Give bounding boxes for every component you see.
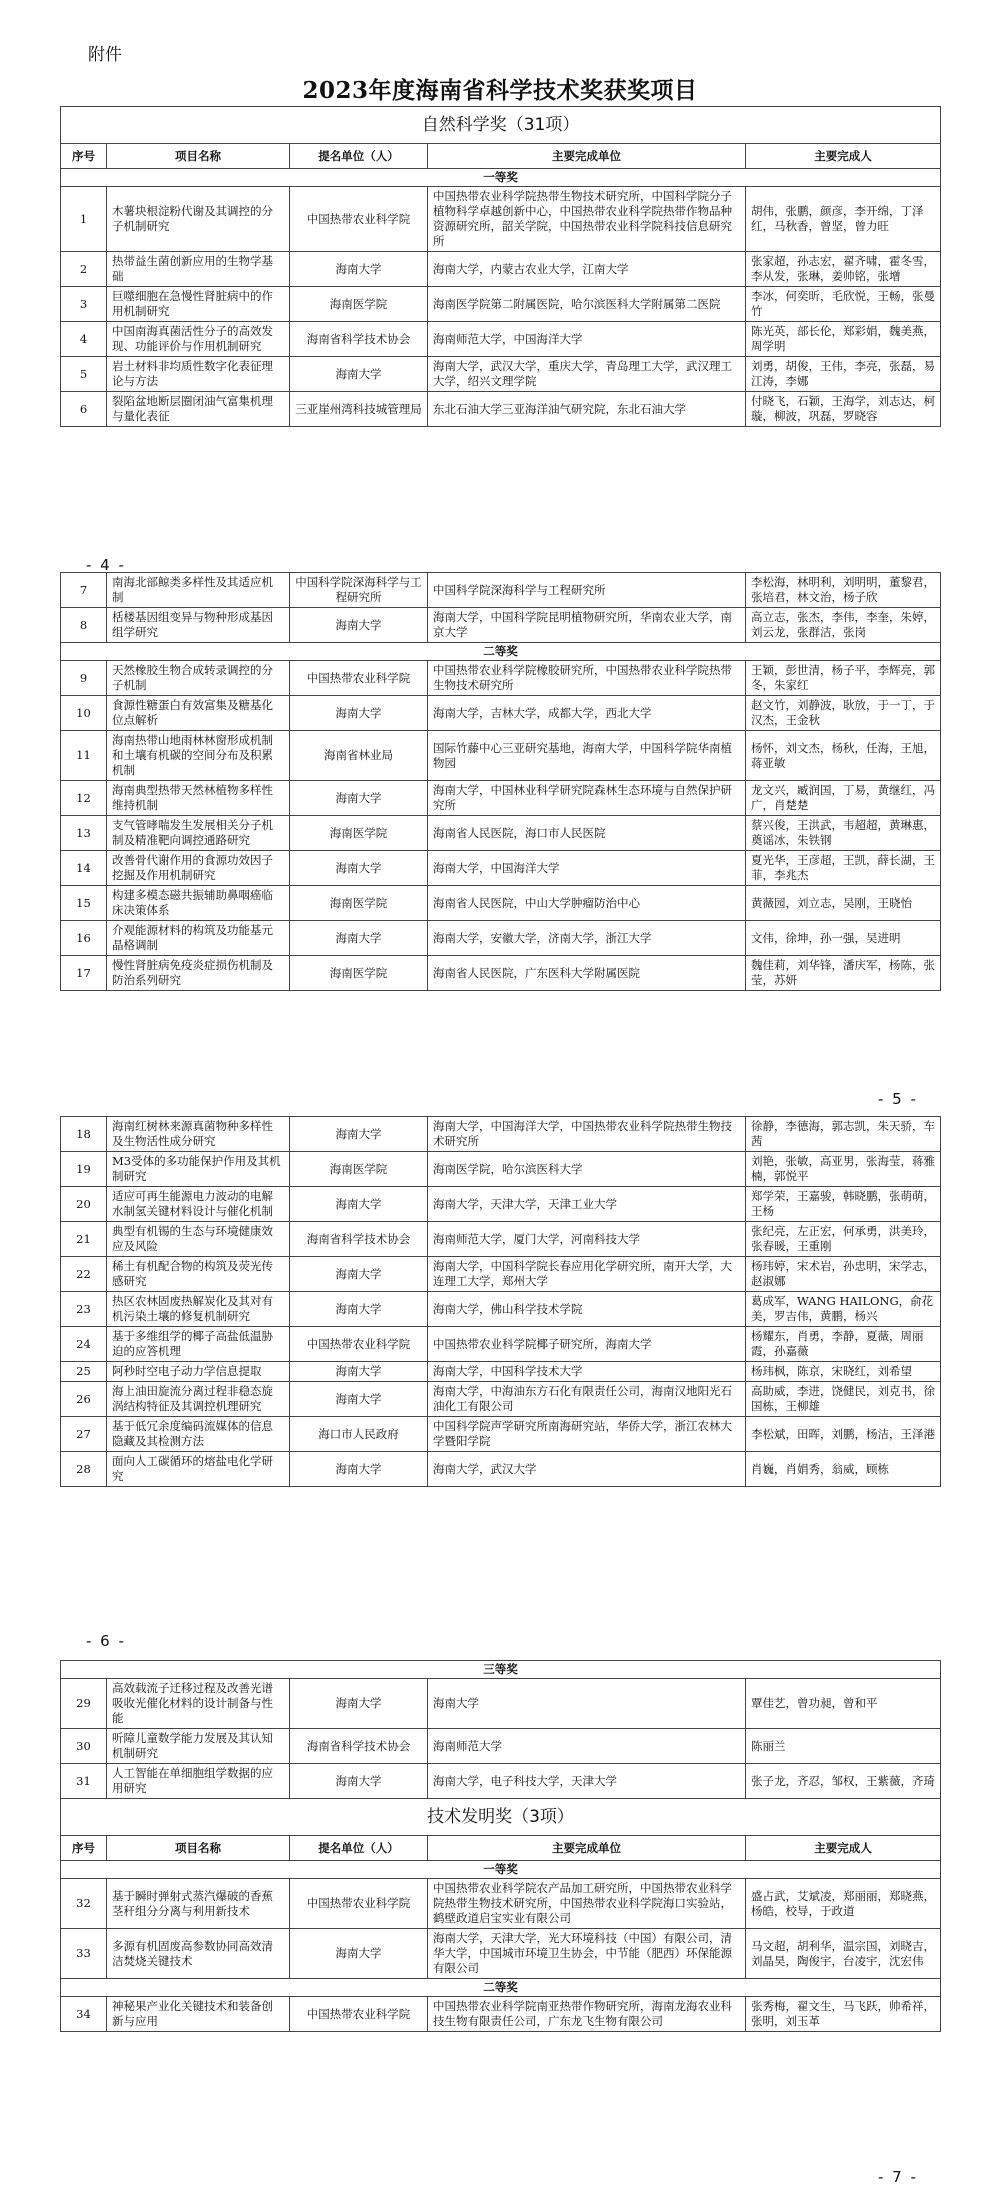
completing-units: 海南大学，中国海洋大学，中国热带农业科学院热带生物技术研究所 <box>428 1117 746 1152</box>
award-number: 30 <box>61 1729 107 1764</box>
award-number: 21 <box>61 1222 107 1257</box>
completing-people: 杨玮婷，宋术岩，孙忠明，宋学志，赵淑娜 <box>746 1257 941 1292</box>
header-people: 主要完成人 <box>746 144 941 169</box>
award-number: 4 <box>61 322 107 357</box>
award-number: 11 <box>61 731 107 781</box>
project-name: 栝楼基因组变异与物种形成基因组学研究 <box>107 608 290 643</box>
award-number: 23 <box>61 1292 107 1327</box>
nominating-unit: 海南大学 <box>290 1187 428 1222</box>
award-number: 33 <box>61 1929 107 1979</box>
award-row <box>61 187 941 252</box>
award-row <box>61 696 941 731</box>
award-row <box>61 1152 941 1187</box>
project-name: 多源有机固废高参数协同高效清洁焚烧关键技术 <box>107 1929 290 1979</box>
nominating-unit: 中国科学院深海科学与工程研究所 <box>290 573 428 608</box>
project-name: 人工智能在单细胞组学数据的应用研究 <box>107 1764 290 1799</box>
completing-units: 海南大学，电子科技大学，天津大学 <box>428 1764 746 1799</box>
completing-units: 国际竹藤中心三亚研究基地，海南大学，中国科学院华南植物园 <box>428 731 746 781</box>
nominating-unit: 海南大学 <box>290 1764 428 1799</box>
completing-units: 中国热带农业科学院橡胶研究所，中国热带农业科学院热带生物技术研究所 <box>428 661 746 696</box>
nominating-unit: 海南省科学技术协会 <box>290 1729 428 1764</box>
awards-table-page-7 <box>60 1660 941 2032</box>
completing-people: 盛占武，艾斌凌，郑丽丽，郑晓燕，杨皓，校导，于政道 <box>746 1879 941 1929</box>
award-row <box>61 1929 941 1979</box>
nominating-unit: 海南大学 <box>290 781 428 816</box>
header-units: 主要完成单位 <box>428 144 746 169</box>
completing-people: 付晓飞，石颖，王海学，刘志达，柯璇，柳波，巩磊，罗晓容 <box>746 392 941 427</box>
nominating-unit: 海南省科学技术协会 <box>290 1222 428 1257</box>
project-name: 海南典型热带天然林植物多样性维持机制 <box>107 781 290 816</box>
section-title: 自然科学奖（31项） <box>61 107 941 144</box>
nominating-unit: 中国热带农业科学院 <box>290 1879 428 1929</box>
project-name: 高效载流子迁移过程及改善光谱吸收光催化材料的设计制备与性能 <box>107 1679 290 1729</box>
section-row-natural-science <box>61 107 941 144</box>
nominating-unit: 中国热带农业科学院 <box>290 1327 428 1362</box>
nominating-unit: 海南大学 <box>290 1362 428 1382</box>
nominating-unit: 海南医学院 <box>290 956 428 991</box>
award-row <box>61 1417 941 1452</box>
project-name: 热区农林固废热解炭化及其对有机污染土壤的修复机制研究 <box>107 1292 290 1327</box>
award-number: 28 <box>61 1452 107 1487</box>
tier-row-third <box>61 1661 941 1679</box>
nominating-unit: 海南大学 <box>290 1929 428 1979</box>
completing-units: 中国科学院深海科学与工程研究所 <box>428 573 746 608</box>
nominating-unit: 中国热带农业科学院 <box>290 661 428 696</box>
tier-row-first <box>61 1861 941 1879</box>
award-number: 25 <box>61 1362 107 1382</box>
completing-people: 文伟，徐坤，孙一强，吴进明 <box>746 921 941 956</box>
completing-units: 海南师范大学 <box>428 1729 746 1764</box>
project-name: 适应可再生能源电力波动的电解水制氢关键材料设计与催化机制 <box>107 1187 290 1222</box>
award-row <box>61 392 941 427</box>
completing-units: 海南省人民医院，中山大学肿瘤防治中心 <box>428 886 746 921</box>
award-number: 17 <box>61 956 107 991</box>
completing-units: 海南大学，中国科学院长春应用化学研究所，南开大学，大连理工大学，郑州大学 <box>428 1257 746 1292</box>
award-row <box>61 1997 941 2032</box>
completing-units: 海南省人民医院，海口市人民医院 <box>428 816 746 851</box>
attachment-label: 附件 <box>88 45 122 65</box>
award-number: 19 <box>61 1152 107 1187</box>
completing-units: 海南大学，中国科学院昆明植物研究所，华南农业大学，南京大学 <box>428 608 746 643</box>
project-name: 热带益生菌创新应用的生物学基础 <box>107 252 290 287</box>
document-title: 2023年度海南省科学技术奖获奖项目 <box>302 77 698 104</box>
award-number: 3 <box>61 287 107 322</box>
award-row <box>61 1764 941 1799</box>
header-name: 项目名称 <box>107 1836 290 1861</box>
page-number: - 4 - <box>86 556 126 574</box>
award-number: 10 <box>61 696 107 731</box>
project-name: 巨噬细胞在急慢性肾脏病中的作用机制研究 <box>107 287 290 322</box>
nominating-unit: 海南大学 <box>290 851 428 886</box>
completing-people: 张子龙，齐忍，邹权，王紫薇，齐琦 <box>746 1764 941 1799</box>
completing-people: 蔡兴俊，王洪武，韦超超，黄琳惠，奠谣冰，朱铁钢 <box>746 816 941 851</box>
nominating-unit: 海南医学院 <box>290 886 428 921</box>
completing-people: 马文超，胡利华，温宗国，刘晓吉，刘晶昊，陶俊宇，台凌宇，沈宏伟 <box>746 1929 941 1979</box>
project-name: 支气管哮喘发生发展相关分子机制及精准靶向调控通路研究 <box>107 816 290 851</box>
tier-label: 三等奖 <box>61 1661 941 1679</box>
completing-people: 魏佳莉，刘华锋，潘庆军，杨陈，张莹，苏妍 <box>746 956 941 991</box>
nominating-unit: 三亚崖州湾科技城管理局 <box>290 392 428 427</box>
completing-units: 中国科学院声学研究所南海研究站，华侨大学，浙江农林大学暨阳学院 <box>428 1417 746 1452</box>
nominating-unit: 海南医学院 <box>290 287 428 322</box>
completing-units: 中国热带农业科学院农产品加工研究所，中国热带农业科学院热带生物技术研究所，中国热带农业科学院海口实验站，鹤壁政道启宝实业有限公司 <box>428 1879 746 1929</box>
project-name: 介观能源材料的构筑及功能基元晶格调制 <box>107 921 290 956</box>
completing-people: 杨怀，刘文杰，杨秋，任海，王旭，蒋亚敏 <box>746 731 941 781</box>
award-row <box>61 816 941 851</box>
award-row <box>61 1327 941 1362</box>
award-row <box>61 1257 941 1292</box>
header-no: 序号 <box>61 144 107 169</box>
completing-units: 海南大学，佛山科学技术学院 <box>428 1292 746 1327</box>
completing-people: 赵文竹，刘静波，耿放，于一丁，于汉杰，王金秋 <box>746 696 941 731</box>
award-row <box>61 1187 941 1222</box>
tier-label: 二等奖 <box>61 643 941 661</box>
awards-table-page-5 <box>60 572 941 991</box>
award-number: 13 <box>61 816 107 851</box>
page-number: - 7 - <box>878 2168 918 2186</box>
completing-units: 中国热带农业科学院南亚热带作物研究所，海南龙海农业科技生物有限责任公司，广东龙飞生物有限公司 <box>428 1997 746 2032</box>
completing-people: 王颖，彭世清，杨子平，李辉亮，郭冬，朱家红 <box>746 661 941 696</box>
completing-units: 海南大学，天津大学，天津工业大学 <box>428 1187 746 1222</box>
award-row <box>61 287 941 322</box>
completing-units: 海南省人民医院，广东医科大学附属医院 <box>428 956 746 991</box>
award-row <box>61 781 941 816</box>
project-name: 南海北部鲸类多样性及其适应机制 <box>107 573 290 608</box>
nominating-unit: 海南省科学技术协会 <box>290 322 428 357</box>
nominating-unit: 海南医学院 <box>290 1152 428 1187</box>
completing-people: 夏光华，王彦超，王凯，薛长湖，王菲，李兆杰 <box>746 851 941 886</box>
award-row <box>61 1679 941 1729</box>
project-name: 改善骨代谢作用的食源功效因子挖掘及作用机制研究 <box>107 851 290 886</box>
completing-people: 高助威，李进，饶健民，刘克书，徐国栋，王柳雄 <box>746 1382 941 1417</box>
award-row <box>61 1362 941 1382</box>
nominating-unit: 中国热带农业科学院 <box>290 1997 428 2032</box>
nominating-unit: 海南大学 <box>290 1117 428 1152</box>
award-number: 18 <box>61 1117 107 1152</box>
project-name: 基于瞬时弹射式蒸汽爆破的香蕉茎秆组分分离与利用新技术 <box>107 1879 290 1929</box>
completing-units: 海南大学，内蒙古农业大学，江南大学 <box>428 252 746 287</box>
award-row <box>61 322 941 357</box>
project-name: 木薯块根淀粉代谢及其调控的分子机制研究 <box>107 187 290 252</box>
tier-row-second <box>61 643 941 661</box>
award-row <box>61 357 941 392</box>
completing-units: 海南大学，武汉大学，重庆大学，青岛理工大学，武汉理工大学，绍兴文理学院 <box>428 357 746 392</box>
tier-row-second <box>61 1979 941 1997</box>
award-row <box>61 1382 941 1417</box>
award-row <box>61 573 941 608</box>
completing-units: 海南大学 <box>428 1679 746 1729</box>
completing-units: 海南大学，天津大学，光大环境科技（中国）有限公司，清华大学，中国城市环境卫生协会，中节能（肥西）环保能源有限公司 <box>428 1929 746 1979</box>
completing-people: 张纪亮，左正宏，何承勇，洪美玲，张春暖，王重刚 <box>746 1222 941 1257</box>
header-no: 序号 <box>61 1836 107 1861</box>
award-row <box>61 608 941 643</box>
award-number: 6 <box>61 392 107 427</box>
award-row <box>61 921 941 956</box>
nominating-unit: 海南大学 <box>290 1292 428 1327</box>
award-row <box>61 1729 941 1764</box>
tier-label: 二等奖 <box>61 1979 941 1997</box>
nominating-unit: 海南大学 <box>290 357 428 392</box>
project-name: 天然橡胶生物合成转录调控的分子机制 <box>107 661 290 696</box>
completing-people: 陈丽兰 <box>746 1729 941 1764</box>
project-name: 海南热带山地雨林林窗形成机制和土壤有机碳的空间分布及积累机制 <box>107 731 290 781</box>
section-title: 技术发明奖（3项） <box>61 1799 941 1836</box>
header-name: 项目名称 <box>107 144 290 169</box>
award-number: 24 <box>61 1327 107 1362</box>
award-row <box>61 956 941 991</box>
project-name: 神秘果产业化关键技术和装备创新与应用 <box>107 1997 290 2032</box>
completing-units: 海南大学，武汉大学 <box>428 1452 746 1487</box>
completing-people: 李冰，何奕昕，毛欣悦，王畅，张曼竹 <box>746 287 941 322</box>
tier-label: 一等奖 <box>61 1861 941 1879</box>
completing-units: 海南大学，安徽大学，济南大学，浙江大学 <box>428 921 746 956</box>
completing-people: 刘艳，张敏，高亚男，张海莹，蒋雅楠，郭悦平 <box>746 1152 941 1187</box>
nominating-unit: 海南大学 <box>290 1382 428 1417</box>
completing-units: 海南大学，中国科学技术大学 <box>428 1362 746 1382</box>
completing-people: 李松斌，田晖，刘鹏，杨洁，王泽港 <box>746 1417 941 1452</box>
completing-units: 海南医学院，哈尔滨医科大学 <box>428 1152 746 1187</box>
completing-people: 葛成军，WANG HAILONG，俞花美，罗吉伟，黄鹏，杨兴 <box>746 1292 941 1327</box>
award-number: 29 <box>61 1679 107 1729</box>
completing-units: 海南大学，中海油东方石化有限责任公司，海南汉地阳光石油化工有限公司 <box>428 1382 746 1417</box>
completing-units: 海南师范大学，厦门大学，河南科技大学 <box>428 1222 746 1257</box>
completing-people: 覃佳艺，曾功昶，曾和平 <box>746 1679 941 1729</box>
award-number: 32 <box>61 1879 107 1929</box>
project-name: 海上油田旋流分离过程非稳态旋涡结构特征及其调控机理研究 <box>107 1382 290 1417</box>
award-number: 7 <box>61 573 107 608</box>
award-number: 22 <box>61 1257 107 1292</box>
completing-people: 刘勇，胡俊，王伟，李亮，张磊，易江涛，李娜 <box>746 357 941 392</box>
award-row <box>61 1292 941 1327</box>
project-name: 阿秒时空电子动力学信息提取 <box>107 1362 290 1382</box>
project-name: 稀土有机配合物的构筑及荧光传感研究 <box>107 1257 290 1292</box>
project-name: 岩土材料非均质性数字化表征理论与方法 <box>107 357 290 392</box>
award-number: 31 <box>61 1764 107 1799</box>
project-name: 慢性肾脏病免疫炎症损伤机制及防治系列研究 <box>107 956 290 991</box>
nominating-unit: 海南大学 <box>290 608 428 643</box>
tier-label: 一等奖 <box>61 169 941 187</box>
nominating-unit: 中国热带农业科学院 <box>290 187 428 252</box>
award-number: 34 <box>61 1997 107 2032</box>
awards-table-page-6 <box>60 1116 941 1487</box>
header-units: 主要完成单位 <box>428 1836 746 1861</box>
project-name: 裂陷盆地断层圈闭油气富集机理与量化表征 <box>107 392 290 427</box>
completing-units: 海南大学，中国海洋大学 <box>428 851 746 886</box>
completing-people: 杨玮枫，陈京，宋晓红，刘希望 <box>746 1362 941 1382</box>
project-name: M3受体的多功能保护作用及其机制研究 <box>107 1152 290 1187</box>
award-row <box>61 1117 941 1152</box>
award-row <box>61 661 941 696</box>
award-number: 9 <box>61 661 107 696</box>
completing-people: 高立志，张杰，李伟，李奎，朱婷，刘云龙，张群洁，张岗 <box>746 608 941 643</box>
completing-people: 张家超，孙志宏，翟齐啸，霍冬雪，李从发，张琳，姜帅铭，张增 <box>746 252 941 287</box>
award-row <box>61 252 941 287</box>
award-number: 12 <box>61 781 107 816</box>
award-number: 26 <box>61 1382 107 1417</box>
completing-people: 黄薇园，刘立志，吴刚，王晓怡 <box>746 886 941 921</box>
project-name: 面向人工碳循环的熔盐电化学研究 <box>107 1452 290 1487</box>
project-name: 基于低冗余度编码流媒体的信息隐藏及其检测方法 <box>107 1417 290 1452</box>
completing-people: 陈光英，部长伦，郑彩娟，魏美燕，周学明 <box>746 322 941 357</box>
completing-people: 徐静，李德海，郭志凯，朱天骄，车茜 <box>746 1117 941 1152</box>
completing-units: 东北石油大学三亚海洋油气研究院，东北石油大学 <box>428 392 746 427</box>
completing-units: 海南医学院第二附属医院，哈尔滨医科大学附属第二医院 <box>428 287 746 322</box>
completing-people: 肖巍，肖娟秀，翁威，顾栋 <box>746 1452 941 1487</box>
header-row <box>61 144 941 169</box>
project-name: 构建多模态磁共振辅助鼻咽癌临床决策体系 <box>107 886 290 921</box>
completing-people: 张秀梅，翟文生，马飞跃，帅希祥，张明，刘玉革 <box>746 1997 941 2032</box>
completing-people: 龙文兴，臧润国，丁易，黄继红，冯广，肖楚楚 <box>746 781 941 816</box>
header-row <box>61 1836 941 1861</box>
header-people: 主要完成人 <box>746 1836 941 1861</box>
award-number: 2 <box>61 252 107 287</box>
completing-units: 中国热带农业科学院热带生物技术研究所，中国科学院分子植物科学卓越创新中心，中国热带农业科学院热带作物品种资源研究所，韶关学院，中国热带农业科学院科技信息研究所 <box>428 187 746 252</box>
nominating-unit: 海南医学院 <box>290 816 428 851</box>
project-name: 听障儿童数学能力发展及其认知机制研究 <box>107 1729 290 1764</box>
completing-people: 李松海，林明利，刘明明，董黎君，张培君，林文治，杨子欣 <box>746 573 941 608</box>
page-number: - 5 - <box>878 1090 918 1108</box>
project-name: 基于多维组学的椰子高盐低温胁迫的应答机理 <box>107 1327 290 1362</box>
award-row <box>61 1879 941 1929</box>
award-row <box>61 1452 941 1487</box>
completing-units: 海南师范大学，中国海洋大学 <box>428 322 746 357</box>
project-name: 食源性糖蛋白有效富集及糖基化位点解析 <box>107 696 290 731</box>
award-row <box>61 1222 941 1257</box>
nominating-unit: 海南大学 <box>290 921 428 956</box>
award-number: 5 <box>61 357 107 392</box>
nominating-unit: 海南省林业局 <box>290 731 428 781</box>
header-nominator: 提名单位（人） <box>290 144 428 169</box>
awards-table-page-4 <box>60 106 941 427</box>
project-name: 中国南海真菌活性分子的高效发现、功能评价与作用机制研究 <box>107 322 290 357</box>
nominating-unit: 海口市人民政府 <box>290 1417 428 1452</box>
nominating-unit: 海南大学 <box>290 1679 428 1729</box>
header-nominator: 提名单位（人） <box>290 1836 428 1861</box>
tier-row-first <box>61 169 941 187</box>
award-number: 16 <box>61 921 107 956</box>
project-name: 海南红树林来源真菌物种多样性及生物活性成分研究 <box>107 1117 290 1152</box>
completing-units: 中国热带农业科学院椰子研究所，海南大学 <box>428 1327 746 1362</box>
page-number: - 6 - <box>86 1632 126 1650</box>
nominating-unit: 海南大学 <box>290 696 428 731</box>
award-row <box>61 886 941 921</box>
award-number: 14 <box>61 851 107 886</box>
award-number: 1 <box>61 187 107 252</box>
award-number: 20 <box>61 1187 107 1222</box>
award-row <box>61 731 941 781</box>
nominating-unit: 海南大学 <box>290 1257 428 1292</box>
section-row-technical-invention <box>61 1799 941 1836</box>
award-number: 15 <box>61 886 107 921</box>
completing-units: 海南大学，中国林业科学研究院森林生态环境与自然保护研究所 <box>428 781 746 816</box>
completing-people: 胡伟，张鹏，颜彦，李开绵，丁泽红，马秋香，曾坚，曾力旺 <box>746 187 941 252</box>
project-name: 典型有机锡的生态与环境健康效应及风险 <box>107 1222 290 1257</box>
award-row <box>61 851 941 886</box>
award-number: 27 <box>61 1417 107 1452</box>
award-number: 8 <box>61 608 107 643</box>
completing-people: 杨耀东，肖勇，李静，夏薇，周丽霞，孙嘉薇 <box>746 1327 941 1362</box>
nominating-unit: 海南大学 <box>290 1452 428 1487</box>
nominating-unit: 海南大学 <box>290 252 428 287</box>
completing-people: 郑学荣，王嘉骏，韩晓鹏，张萌萌，王杨 <box>746 1187 941 1222</box>
completing-units: 海南大学，吉林大学，成都大学，西北大学 <box>428 696 746 731</box>
